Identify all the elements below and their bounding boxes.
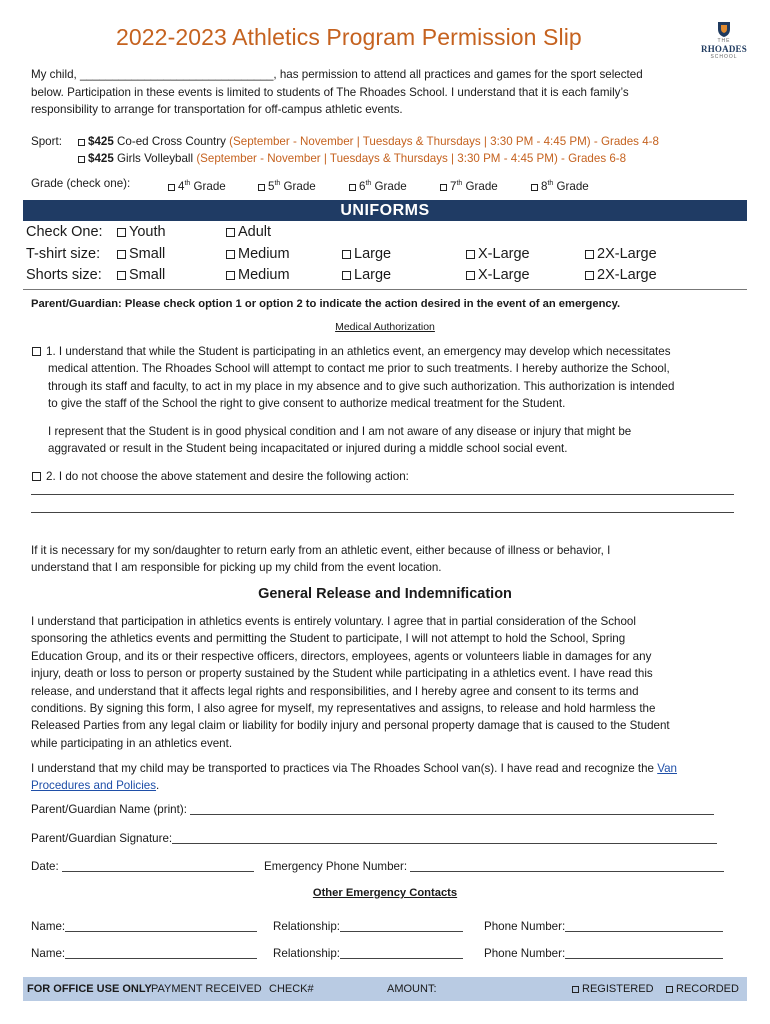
sport-option-cross-country[interactable] [78, 133, 659, 150]
intro-line-2: below. Participation in these events is limited to students of The Rhoades School. I understand that it is each family’s [31, 86, 629, 99]
guardian-signature-line[interactable] [172, 832, 717, 844]
checkbox-tshirt-2xlarge[interactable] [585, 250, 594, 259]
represent-line: I represent that the Student is in good physical condition and I am not aware of any disease or injury that might be [48, 425, 632, 438]
emergency-phone-line[interactable] [410, 860, 724, 872]
divider [23, 289, 747, 290]
release-heading: General Release and Indemnification [258, 586, 512, 602]
guardian-signature-label: Parent/Guardian Signature: [31, 832, 173, 845]
return-line: understand that I am responsible for picking up my child from the event location. [31, 561, 442, 575]
office-use-bar [23, 977, 747, 1001]
option-1-line: to give the staff of the School the right to give consent to authorize medical treatment for the Student. [48, 397, 566, 411]
sport-name: Girls Volleyball [117, 152, 194, 165]
option-1-line: through its staff and faculty, to act in my place in my absence and to give such authorization. This authorization is intended [48, 379, 675, 393]
recorded-label: RECORDED [676, 983, 739, 995]
grade-word: Grade [283, 179, 316, 193]
shorts-label: Shorts size: [26, 267, 102, 283]
option-1-line: 1. I understand that while the Student is participating in an athletics event, an emergency may develop which necessitates [46, 345, 671, 358]
grade-num: 5 [268, 179, 275, 193]
release-text [31, 613, 741, 752]
tshirt-2xlarge[interactable] [585, 244, 657, 264]
grade-option-6[interactable] [349, 175, 407, 195]
grade-label: Grade (check one): [31, 177, 131, 190]
sport-label: Sport: [31, 135, 62, 148]
contact-1-name[interactable] [31, 920, 257, 933]
contact-phone-line[interactable] [565, 920, 723, 932]
grade-sup: th [547, 180, 554, 187]
guardian-name-label: Parent/Guardian Name (print): [31, 803, 187, 816]
amount-label: AMOUNT: [387, 983, 437, 995]
checkbox-shorts-small[interactable] [117, 271, 126, 280]
checkbox-shorts-xlarge[interactable] [466, 271, 475, 280]
option-1-line: medical attention. The Rhoades School will attempt to contact me prior to such treatments. I hereby authorize the School, [48, 362, 670, 376]
emergency-instruction: Parent/Guardian: Please check option 1 or option 2 to indicate the action desired in the event of an emergency. [31, 298, 621, 310]
guardian-signature-field[interactable] [31, 832, 717, 845]
check-one-label: Check One: [26, 224, 103, 240]
contact-name-label: Name: [31, 947, 66, 960]
page-title: 2022-2023 Athletics Program Permission Slip [116, 24, 582, 50]
guardian-name-field[interactable] [31, 803, 714, 816]
option-1-text [46, 343, 746, 413]
checkbox-grade-5[interactable] [258, 184, 265, 191]
grade-word: Grade [193, 179, 226, 193]
guardian-name-line[interactable] [190, 803, 714, 815]
other-contacts-heading: Other Emergency Contacts [312, 887, 458, 899]
grade-num: 4 [178, 179, 185, 193]
option-2-text: 2. I do not choose the above statement and desire the following action: [46, 470, 409, 483]
option-label: Medium [238, 246, 290, 262]
tshirt-medium[interactable] [226, 244, 290, 264]
grade-option-7[interactable] [440, 175, 498, 195]
van-end: . [156, 779, 160, 793]
release-line: Released Parties from any legal claim or liability for bodily injury and personal property damage that is caused to the Student [31, 719, 670, 733]
intro-line-3: responsibility to arrange for transportation for off-campus athletic events. [31, 103, 403, 116]
option-label: Large [354, 267, 392, 283]
represent-text [48, 423, 740, 458]
checkbox-tshirt-large[interactable] [342, 250, 351, 259]
grade-word: Grade [556, 179, 589, 193]
option-label: X-Large [478, 246, 530, 262]
grade-sup: th [365, 180, 372, 187]
tshirt-small[interactable] [117, 244, 165, 264]
emergency-phone-field[interactable] [264, 860, 724, 873]
grade-option-8[interactable] [531, 175, 589, 195]
van-text [31, 760, 741, 795]
school-logo [696, 20, 752, 62]
contact-phone-line[interactable] [565, 947, 723, 959]
contact-name-label: Name: [31, 920, 66, 933]
contact-1-phone[interactable] [484, 920, 723, 933]
shorts-medium[interactable] [226, 265, 290, 285]
release-line: injury, death or loss to person or property sustained by the Student while participating in a athletics event. I have read this [31, 667, 653, 681]
checkbox-grade-6[interactable] [349, 184, 356, 191]
checkbox-shorts-2xlarge[interactable] [585, 271, 594, 280]
contact-relationship-line[interactable] [340, 947, 463, 959]
option-label: Large [354, 246, 392, 262]
registered-label: REGISTERED [582, 983, 654, 995]
contact-phone-label: Phone Number: [484, 920, 566, 933]
release-line: release, and understand that it affects legal rights and responsibilities, and I hereby agree and consent to its terms and [31, 684, 639, 698]
action-line-1[interactable] [31, 494, 734, 495]
checkbox-option-1[interactable] [32, 347, 41, 356]
contact-name-line[interactable] [65, 920, 257, 932]
contact-relationship-line[interactable] [340, 920, 463, 932]
logo-sub-text: SCHOOL [710, 54, 738, 60]
van-link[interactable]: Van [657, 762, 677, 775]
option-label: Small [129, 246, 166, 262]
contact-name-line[interactable] [65, 947, 257, 959]
grade-sup: th [274, 180, 281, 187]
sport-price: $425 [88, 152, 114, 165]
grade-option-5[interactable] [258, 175, 316, 195]
checkbox-recorded[interactable] [666, 986, 673, 993]
shorts-large[interactable] [342, 265, 391, 285]
tshirt-xlarge[interactable] [466, 244, 530, 264]
logo-word: RHOADES [701, 44, 747, 54]
option-label: Medium [238, 267, 290, 283]
sport-details: (September - November | Tuesdays & Thursdays | 3:30 PM - 4:45 PM) - Grades 6-8 [196, 152, 627, 165]
checkbox-tshirt-medium[interactable] [226, 250, 235, 259]
tshirt-label: T-shirt size: [26, 246, 101, 262]
release-line: sponsoring the athletics events and permitting the Student to participate, I will not attempt to hold the School, Spring [31, 632, 626, 646]
sport-price: $425 [88, 135, 114, 148]
emergency-phone-label: Emergency Phone Number: [264, 860, 408, 873]
date-field[interactable] [31, 860, 254, 873]
crest-icon [714, 20, 734, 38]
checkbox-registered[interactable] [572, 986, 579, 993]
action-line-2[interactable] [31, 512, 734, 513]
option-label: 2X-Large [597, 246, 657, 262]
checkbox-youth[interactable] [117, 228, 126, 237]
payment-received-label: PAYMENT RECEIVED [151, 983, 262, 995]
recorded-option[interactable] [666, 977, 739, 1001]
logo-small-text: THE [717, 38, 731, 44]
return-text [31, 542, 741, 577]
option-label: Small [129, 267, 166, 283]
van-line: I understand that my child may be transported to practices via The Rhoades School van(s). I have read and recognize the [31, 762, 654, 775]
contact-relationship-label: Relationship: [273, 947, 341, 960]
release-line: conditions. By signing this form, I also agree for myself, my representatives and assigns, to release and hold harmless the [31, 702, 656, 716]
uniforms-heading: UNIFORMS [23, 200, 747, 221]
checkbox-cross-country[interactable] [78, 139, 85, 146]
checkbox-option-2[interactable] [32, 472, 41, 481]
grade-sup: th [456, 180, 463, 187]
intro-line-1: My child, ______________________________, has permission to attend all practices and games for the sport selected [31, 68, 643, 81]
contact-phone-label: Phone Number: [484, 947, 566, 960]
contact-2-relationship[interactable] [273, 947, 463, 960]
checkbox-shorts-large[interactable] [342, 271, 351, 280]
contact-2-name[interactable] [31, 947, 257, 960]
checkbox-tshirt-xlarge[interactable] [466, 250, 475, 259]
grade-option-4[interactable] [168, 175, 226, 195]
grade-sup: th [184, 180, 191, 187]
grade-word: Grade [465, 179, 498, 193]
checkbox-grade-7[interactable] [440, 184, 447, 191]
checkbox-volleyball[interactable] [78, 156, 85, 163]
release-line: I understand that participation in athletics events is entirely voluntary. I agree that in partial consideration of the School [31, 615, 636, 628]
sport-details: (September - November | Tuesdays & Thursdays | 3:30 PM - 4:45 PM) - Grades 4-8 [229, 135, 659, 148]
checkbox-adult[interactable] [226, 228, 235, 237]
represent-line: aggravated or result in the Student being incapacitated or injured during a middle school social event. [48, 442, 568, 456]
checkbox-grade-4[interactable] [168, 184, 175, 191]
option-label: Adult [238, 224, 272, 240]
option-label: X-Large [478, 267, 530, 283]
check-number-label: CHECK# [269, 983, 314, 995]
sport-option-volleyball[interactable] [78, 150, 626, 167]
checkbox-shorts-medium[interactable] [226, 271, 235, 280]
contact-relationship-label: Relationship: [273, 920, 341, 933]
checkbox-tshirt-small[interactable] [117, 250, 126, 259]
grade-num: 6 [359, 179, 366, 193]
shorts-2xlarge[interactable] [585, 265, 657, 285]
return-line: If it is necessary for my son/daughter to return early from an athletic event, either because of illness or behavior, I [31, 544, 611, 557]
tshirt-large[interactable] [342, 244, 391, 264]
contact-2-phone[interactable] [484, 947, 723, 960]
sport-name: Co-ed Cross Country [117, 135, 226, 148]
grade-num: 7 [450, 179, 457, 193]
option-youth[interactable] [117, 222, 166, 242]
option-label: 2X-Large [597, 267, 657, 283]
checkbox-grade-8[interactable] [531, 184, 538, 191]
grade-num: 8 [541, 179, 548, 193]
release-line: Education Group, and its or their respective officers, directors, employees, agents or volunteers liable in damages for any [31, 649, 652, 663]
date-line[interactable] [62, 860, 254, 872]
van-procedures-link[interactable]: Procedures and Policies [31, 779, 157, 793]
date-label: Date: [31, 860, 59, 873]
shorts-xlarge[interactable] [466, 265, 530, 285]
contact-1-relationship[interactable] [273, 920, 463, 933]
office-use-label: FOR OFFICE USE ONLY [27, 983, 152, 995]
shorts-small[interactable] [117, 265, 165, 285]
option-label: Youth [129, 224, 166, 240]
medical-authorization-heading: Medical Authorization [335, 321, 435, 333]
grade-word: Grade [374, 179, 407, 193]
release-line: while participating in an athletics event. [31, 736, 233, 750]
option-adult[interactable] [226, 222, 271, 242]
registered-option[interactable] [572, 977, 654, 1001]
